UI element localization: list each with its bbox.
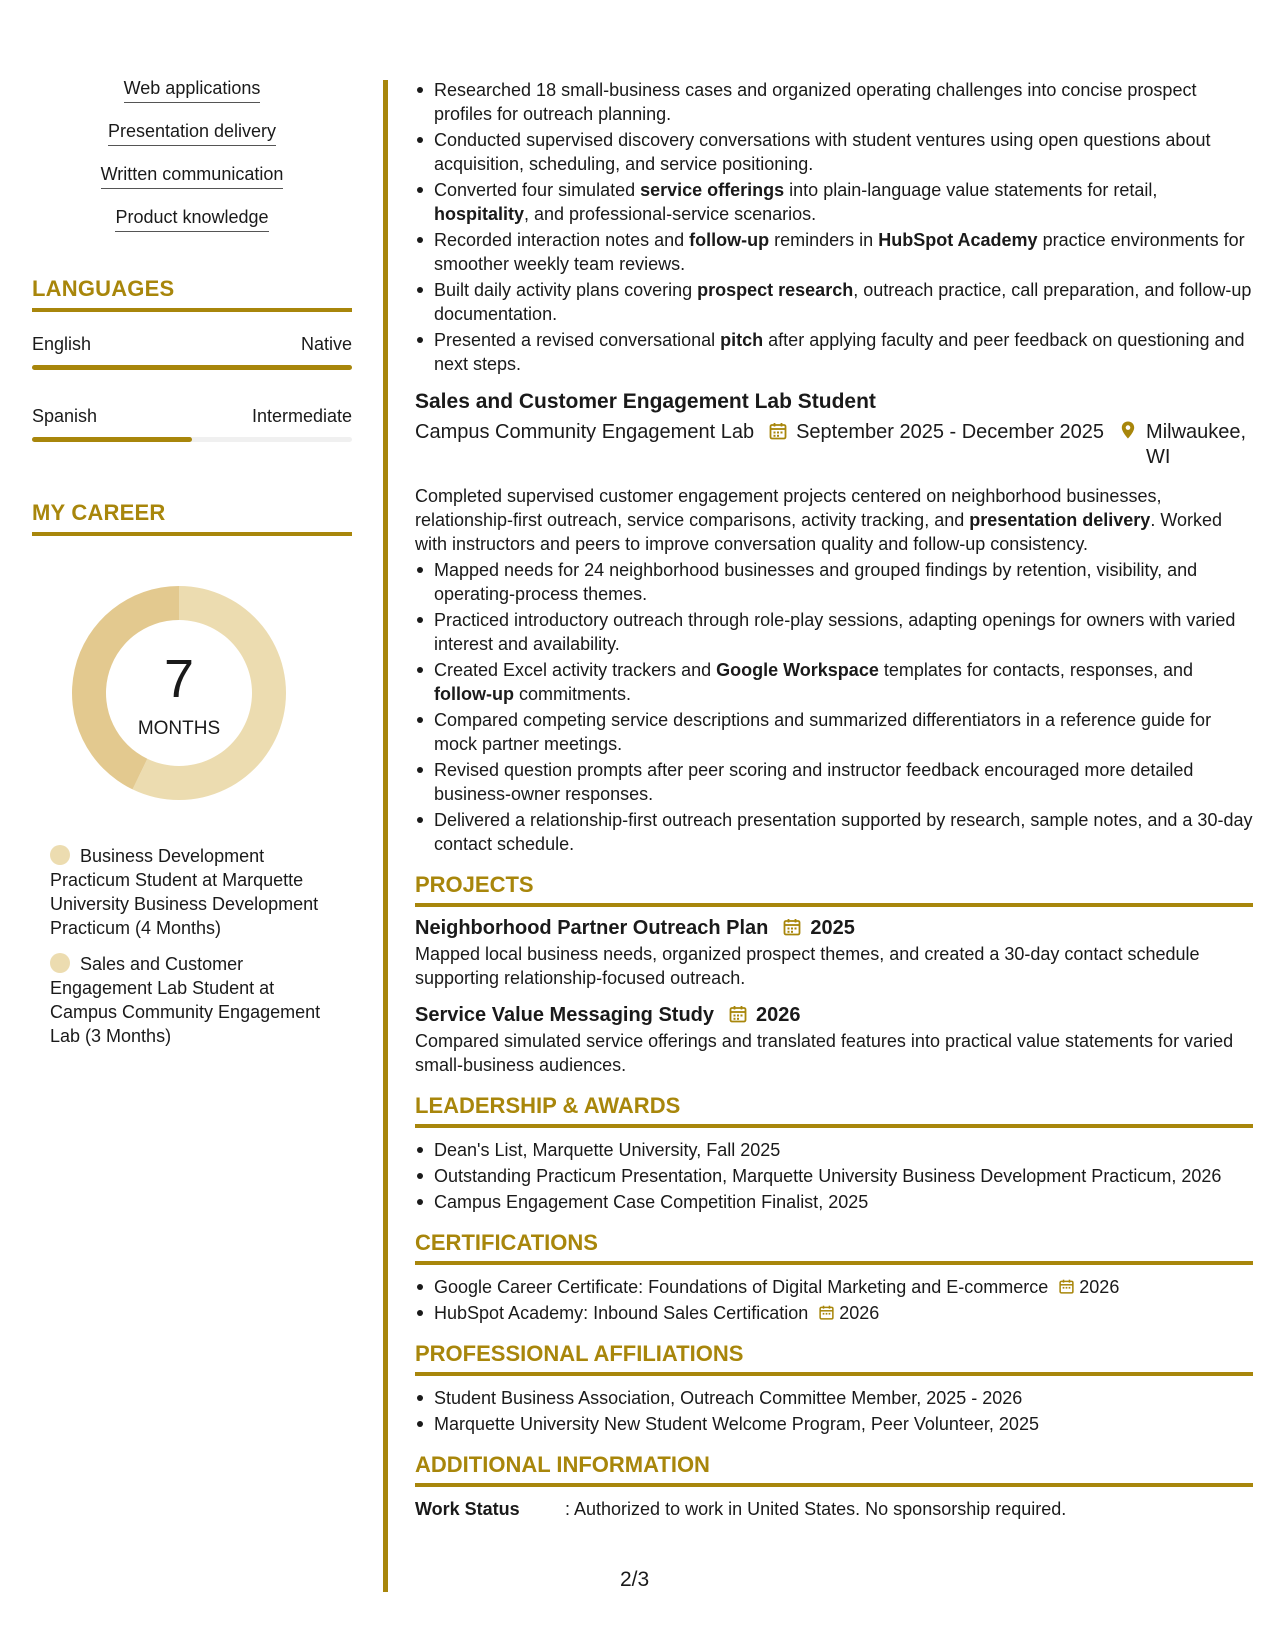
list-item: Student Business Association, Outreach Committee Member, 2025 - 2026 <box>415 1386 1253 1410</box>
certifications-heading: CERTIFICATIONS <box>415 1230 1253 1265</box>
list-item: Marquette University New Student Welcome Program, Peer Volunteer, 2025 <box>415 1412 1253 1436</box>
languages-heading: LANGUAGES <box>32 276 352 312</box>
language-bar-fill <box>32 437 192 442</box>
languages-section <box>32 276 352 442</box>
work-status-value: : Authorized to work in United States. No sponsorship required. <box>565 1499 1067 1519</box>
job-description: Completed supervised customer engagement projects centered on neighborhood businesses, relationship-first outreach, service comparisons, activity tracking, and presentation delivery. Worked with instructors and peers to improve conversation quality and follow-up consistency. <box>415 486 1223 554</box>
right-column <box>415 78 1253 1521</box>
project-year: 2025 <box>810 917 855 939</box>
donut-total-unit: MONTHS <box>137 718 221 739</box>
list-item: Dean's List, Marquette University, Fall 2025 <box>415 1138 1253 1162</box>
job-bullets <box>415 558 1253 856</box>
job-meta <box>415 420 1253 470</box>
leadership-list <box>415 1138 1253 1214</box>
list-item: Compared competing service descriptions and summarized differentiators in a reference guide for mock partner meetings. <box>415 708 1253 756</box>
project-title: Neighborhood Partner Outreach Plan <box>415 917 769 939</box>
list-item: Practiced introductory outreach through role-play sessions, adapting openings for owners with varied interest and availability. <box>415 608 1253 656</box>
additional-heading: ADDITIONAL INFORMATION <box>415 1452 1253 1487</box>
language-level: Intermediate <box>251 406 352 426</box>
certifications-list <box>415 1275 1253 1325</box>
project-title: Service Value Messaging Study <box>415 1004 715 1026</box>
certification-year: 2026 <box>839 1303 880 1323</box>
list-item: Recorded interaction notes and follow-up reminders in HubSpot Academy practice environments for smoother weekly team reviews. <box>415 228 1253 276</box>
experience-bullets <box>415 78 1253 376</box>
list-item: Outstanding Practicum Presentation, Marquette University Business Development Practicum, 2026 <box>415 1164 1253 1188</box>
career-heading: MY CAREER <box>32 500 352 536</box>
certification-name: Google Career Certificate: Foundations of Digital Marketing and E-commerce <box>434 1277 1049 1297</box>
legend-item: Sales and Customer Engagement Lab Student at Campus Community Engagement Lab (3 Months) <box>50 954 321 1046</box>
affiliations-list <box>415 1386 1253 1436</box>
project-year: 2026 <box>756 1004 801 1026</box>
skill-item: Product knowledge <box>32 207 352 232</box>
legend-dot <box>50 953 70 973</box>
location-pin-icon <box>1118 420 1138 440</box>
legend-item: Business Development Practicum Student at Marquette University Business Development Practicum (4 Months) <box>50 846 319 938</box>
work-status-label: Work Status <box>415 1499 520 1519</box>
project-description: Mapped local business needs, organized prospect themes, and created a 30-day contact schedule supporting relationship-focused outreach. <box>415 944 1200 988</box>
legend-dot <box>50 845 70 865</box>
projects-heading: PROJECTS <box>415 872 1253 907</box>
job-title: Sales and Customer Engagement Lab Student <box>415 390 876 413</box>
column-divider <box>383 80 388 1592</box>
list-item: Converted four simulated service offerings into plain-language value statements for retail, hospitality, and professional-service scenarios. <box>415 178 1253 226</box>
language-row <box>32 406 352 427</box>
list-item: Researched 18 small-business cases and organized operating challenges into concise prospect profiles for outreach planning. <box>415 78 1253 126</box>
calendar-icon <box>782 917 802 937</box>
list-item <box>415 1275 1253 1299</box>
donut-total-number: 7 <box>163 649 195 709</box>
skill-item: Web applications <box>32 78 352 103</box>
career-section <box>32 500 352 1048</box>
language-row <box>32 334 352 355</box>
list-item: Campus Engagement Case Competition Finalist, 2025 <box>415 1190 1253 1214</box>
list-item: Built daily activity plans covering prospect research, outreach practice, call preparation, and follow-up documentation. <box>415 278 1253 326</box>
list-item <box>415 1301 1253 1325</box>
job-location: Milwaukee, WI <box>1146 421 1247 468</box>
project-description: Compared simulated service offerings and translated features into practical value statements for varied small-business audiences. <box>415 1031 1234 1075</box>
certification-year: 2026 <box>1079 1277 1120 1297</box>
list-item: Created Excel activity trackers and Google Workspace templates for contacts, responses, and follow-up commitments. <box>415 658 1253 706</box>
certification-name: HubSpot Academy: Inbound Sales Certification <box>434 1303 809 1323</box>
language-bar-fill <box>32 365 352 370</box>
career-donut-chart <box>64 578 294 808</box>
language-name: Spanish <box>32 406 98 426</box>
calendar-icon <box>768 421 788 441</box>
language-bar <box>32 437 352 442</box>
list-item: Conducted supervised discovery conversations with student ventures using open questions about acquisition, scheduling, and service positioning. <box>415 128 1253 176</box>
project-item <box>415 1004 1253 1077</box>
career-legend <box>32 844 352 1048</box>
left-column <box>32 78 352 1060</box>
calendar-icon <box>818 1304 835 1321</box>
language-level: Native <box>300 334 352 354</box>
affiliations-heading: PROFESSIONAL AFFILIATIONS <box>415 1341 1253 1376</box>
list-item: Delivered a relationship-first outreach presentation supported by research, sample notes, and a 30-day contact schedule. <box>415 808 1253 856</box>
leadership-heading: LEADERSHIP & AWARDS <box>415 1093 1253 1128</box>
project-item <box>415 917 1253 990</box>
list-item: Revised question prompts after peer scoring and instructor feedback encouraged more detailed business-owner responses. <box>415 758 1253 806</box>
list-item: Mapped needs for 24 neighborhood businesses and grouped findings by retention, visibility, and operating-process themes. <box>415 558 1253 606</box>
list-item: Presented a revised conversational pitch after applying faculty and peer feedback on questioning and next steps. <box>415 328 1253 376</box>
page-number: 2/3 <box>620 1568 650 1591</box>
calendar-icon <box>1058 1278 1075 1295</box>
skill-item: Presentation delivery <box>32 121 352 146</box>
language-name: English <box>32 334 92 354</box>
work-status-row <box>415 1497 1253 1521</box>
job-dates: September 2025 - December 2025 <box>796 421 1105 443</box>
language-bar <box>32 365 352 370</box>
job-organization: Campus Community Engagement Lab <box>415 421 755 443</box>
skill-item: Written communication <box>32 164 352 189</box>
calendar-icon <box>728 1004 748 1024</box>
